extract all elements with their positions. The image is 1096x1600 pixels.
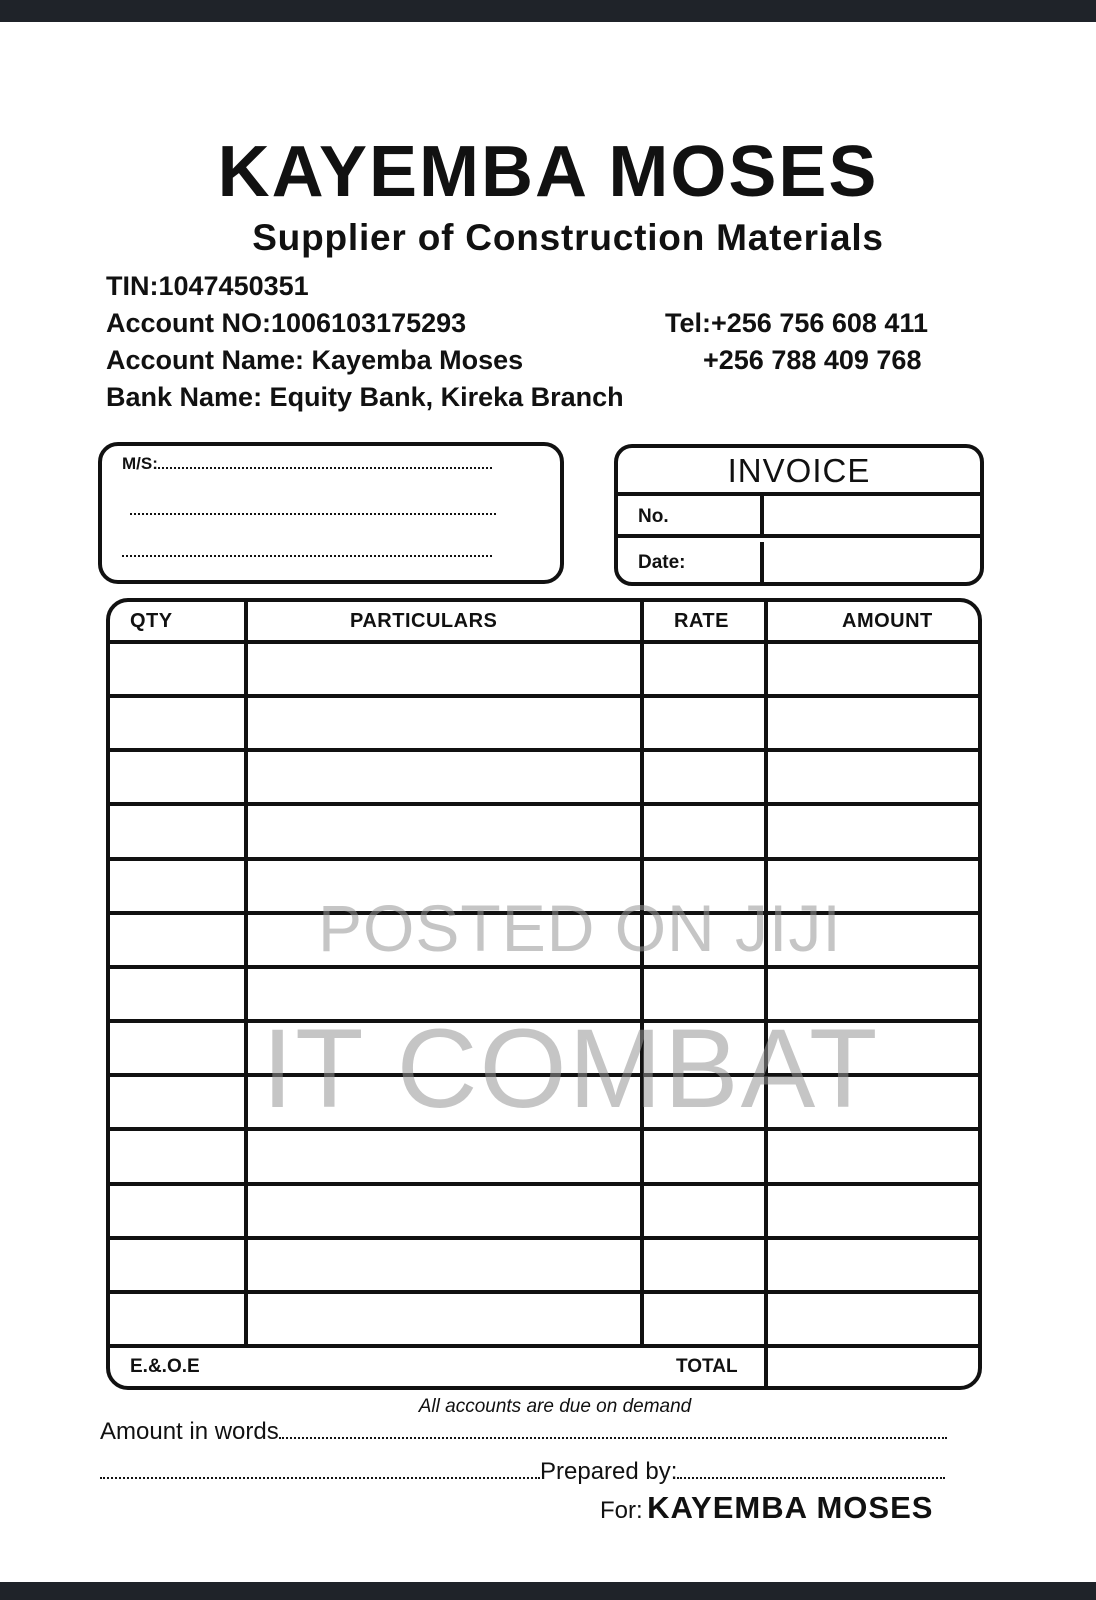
prepared-by-label: Prepared by:: [540, 1458, 678, 1485]
column-header-rate: RATE: [674, 610, 729, 632]
table-row-divider: [110, 1073, 978, 1077]
telephone-block: [665, 305, 928, 379]
column-header-amount: AMOUNT: [842, 610, 933, 632]
table-row-divider: [110, 748, 978, 752]
invoice-number-field[interactable]: [760, 496, 980, 534]
watermark-it-combat: IT COMBAT: [262, 1006, 880, 1131]
total-amount-field[interactable]: [768, 1346, 978, 1386]
telephone-2: +256 788 409 768: [703, 345, 922, 375]
top-border-bar: [0, 0, 1096, 22]
dotted-line: [677, 1467, 945, 1479]
header-divider: [110, 640, 978, 644]
dotted-line: [100, 1467, 540, 1479]
accounts-note: All accounts are due on demand: [418, 1396, 692, 1417]
signature-block: [600, 1490, 933, 1526]
customer-line-3[interactable]: [122, 542, 492, 562]
bottom-border-bar: [0, 1582, 1096, 1600]
for-label: For:: [600, 1497, 643, 1524]
column-header-qty: QTY: [130, 610, 173, 632]
company-name: KAYEMBA MOSES: [217, 132, 879, 212]
customer-label: M/S:: [122, 454, 158, 473]
dotted-line: [158, 457, 492, 469]
customer-line-1[interactable]: [122, 454, 492, 474]
bank-name: Bank Name: Equity Bank, Kireka Branch: [106, 382, 624, 412]
dotted-line: [122, 545, 492, 557]
column-header-particulars: PARTICULARS: [350, 610, 498, 632]
watermark-posted-on-jiji: POSTED ON JIJI: [318, 891, 842, 965]
eoe-label: E.&.O.E: [130, 1356, 200, 1377]
amount-in-words-label: Amount in words: [100, 1418, 279, 1445]
prepared-by-line[interactable]: [100, 1458, 945, 1486]
for-company-name: KAYEMBA MOSES: [647, 1490, 934, 1525]
table-row-divider: [110, 911, 978, 915]
invoice-date-field[interactable]: [760, 542, 980, 584]
table-row-divider: [110, 694, 978, 698]
invoice-date-row: [618, 542, 980, 584]
dotted-line: [279, 1427, 947, 1439]
column-divider-rate: [764, 602, 768, 1390]
invoice-date-label: Date:: [638, 552, 686, 573]
invoice-number-label: No.: [638, 506, 669, 527]
table-row-divider: [110, 965, 978, 969]
column-divider-qty: [244, 602, 248, 1346]
invoice-number-row: [618, 496, 980, 538]
table-row-divider: [110, 1127, 978, 1131]
table-row-divider: [110, 1182, 978, 1186]
tin-number: TIN:1047450351: [106, 271, 309, 301]
invoice-box: [614, 444, 984, 586]
table-row-divider: [110, 1019, 978, 1023]
customer-line-2[interactable]: [130, 500, 496, 520]
total-label: TOTAL: [676, 1356, 738, 1377]
company-info: [106, 268, 624, 416]
invoice-title: INVOICE: [618, 448, 980, 496]
dotted-line: [130, 503, 496, 515]
account-number: Account NO:1006103175293: [106, 308, 467, 338]
column-divider-particulars: [640, 602, 644, 1346]
table-row-divider: [110, 1236, 978, 1240]
customer-box: [98, 442, 564, 584]
table-row-divider: [110, 802, 978, 806]
table-row-divider: [110, 857, 978, 861]
items-table: [106, 598, 982, 1390]
telephone-1: Tel:+256 756 608 411: [665, 308, 928, 338]
amount-in-words-line[interactable]: [100, 1418, 947, 1446]
company-tagline: Supplier of Construction Materials: [252, 217, 884, 258]
table-row-divider: [110, 1290, 978, 1294]
account-name: Account Name: Kayemba Moses: [106, 345, 524, 375]
